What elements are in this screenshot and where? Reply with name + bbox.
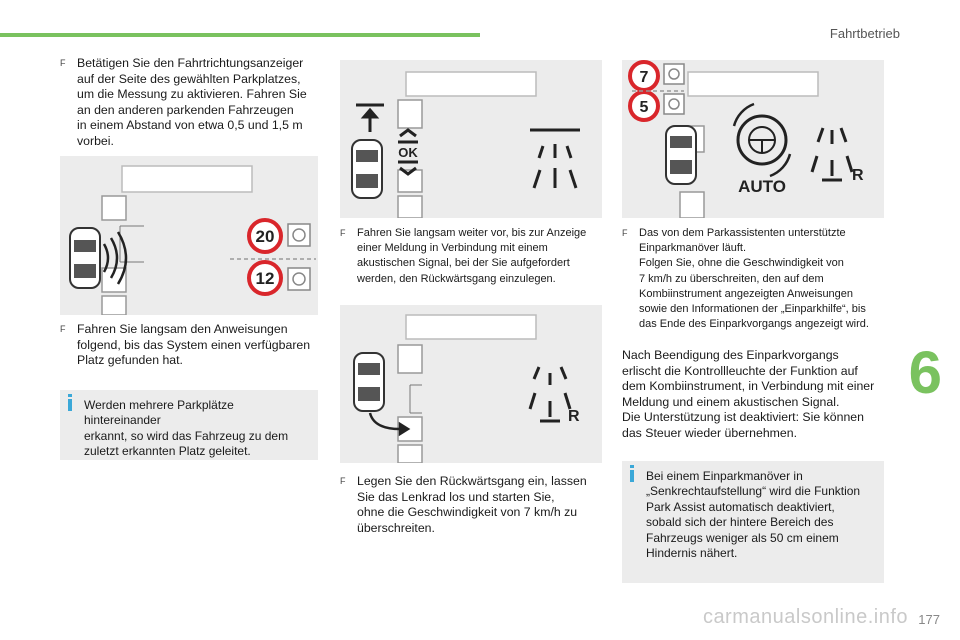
car-icon [70, 228, 100, 288]
watermark: carmanualsonline.info [702, 606, 908, 628]
auto-label: AUTO [738, 177, 786, 196]
speed-sign-icon [630, 62, 658, 90]
speed-sign-icon [249, 220, 281, 252]
col1-step2 [60, 322, 320, 369]
col1-note-text: Werden mehrere Parkplätze hintereinander erkannt, so wird das Fahrzeug zu dem zuletzt erkannten Platz geleitet. [84, 398, 289, 459]
car-icon [352, 140, 382, 198]
ok-label: OK [398, 145, 418, 160]
figure-stop-forward [340, 60, 602, 218]
speed-sign-top-text: 7 [639, 69, 649, 86]
gear-r-label: R [568, 408, 580, 425]
col2-step2 [340, 474, 608, 536]
info-icon-dot [68, 394, 72, 397]
bullet-marker: F [60, 324, 66, 334]
reverse-arrows-icon [530, 367, 570, 421]
col3-step1 [622, 226, 890, 332]
gear-r-label: R [852, 167, 864, 184]
steering-wheel-icon [288, 224, 310, 290]
auto-steering-wheel-icon [734, 104, 790, 176]
info-icon [630, 470, 634, 482]
col1-info-note [60, 390, 318, 460]
info-icon [68, 399, 72, 411]
col3-step1-text: Das von dem Parkassistenten unterstützte Einparkmanöver läuft. Folgen Sie, ohne die Geschwindigkeit von 7 km/h zu überschreiten, den auf dem Kombiinstrument angezeigten Anweisungen sowie den Informationen der „Einparkhilfe“, bis das Ende des Einparkvorgangs angezeigt wird. [639, 227, 869, 331]
col2-step1-text: Fahren Sie langsam weiter vor, bis zur Anzeige einer Meldung in Verbindung mit einem akustischen Signal, bei der Sie aufgefordert werden, den Rückwärtsgang einzulegen. [357, 227, 587, 285]
info-icon-dot [630, 465, 634, 468]
speed-sign-top-text: 20 [255, 227, 275, 246]
col3-note-text: Bei einem Einparkmanöver in „Senkrechtaufstellung“ wird die Funktion Park Assist automatisch deaktiviert, sobald sich der hintere Bereich des Fahrzeugs weniger als 50 cm einem Hindernis nähert. [646, 469, 861, 561]
reverse-arrows-icon [812, 128, 852, 180]
speed-sign-icon [249, 262, 281, 294]
page-number: 177 [918, 612, 940, 627]
up-arrow-icon [356, 105, 384, 132]
speed-sign-bottom-text: 12 [255, 269, 275, 288]
col1-step2-text: Fahren Sie langsam den Anweisungen folgend, bis das System einen verfügbaren Platz gefunden hat. [77, 322, 311, 368]
figure-scanning-parking-space [60, 156, 318, 315]
chapter-number: 6 [908, 339, 942, 406]
forward-arrows-icon [530, 130, 580, 188]
figure-reverse-gear [340, 305, 602, 463]
figure-auto-steering [622, 60, 884, 218]
col1-step1 [60, 56, 320, 150]
section-title: Fahrtbetrieb [829, 26, 900, 41]
col3-info-note [622, 461, 884, 583]
col2-step2-text: Legen Sie den Rückwärtsgang ein, lassen Sie das Lenkrad los und starten Sie, ohne die Geschwindigkeit von 7 km/h zu überschreiten. [357, 474, 587, 535]
col3-paragraph: Nach Beendigung des Einparkvorgangs erlischt die Kontrollleuchte der Funktion auf dem Kombiinstrument, in Verbindung mit einer Meldung und einem akustischen Signal. Die Unterstützung ist deaktiviert: Sie können das Steuer wieder übernehmen. [622, 348, 875, 440]
bullet-marker: F [340, 228, 346, 238]
steering-wheel-icon [664, 64, 684, 114]
speed-sign-bottom-text: 5 [639, 99, 649, 116]
bullet-marker: F [622, 228, 628, 238]
speed-sign-icon [630, 92, 658, 120]
col2-step1 [340, 226, 608, 287]
header-accent-bar [0, 33, 480, 37]
bullet-marker: F [60, 58, 66, 68]
bullet-marker: F [340, 476, 346, 486]
car-icon [666, 126, 696, 184]
car-icon [354, 353, 384, 411]
col1-step1-text: Betätigen Sie den Fahrtrichtungsanzeiger auf der Seite des gewählten Parkplatzes, um die Messung zu aktivieren. Fahren Sie an den anderen parkenden Fahrzeugen in einem Abstand von etwa 0,5 und 1,5 m vorbei. [77, 56, 307, 148]
